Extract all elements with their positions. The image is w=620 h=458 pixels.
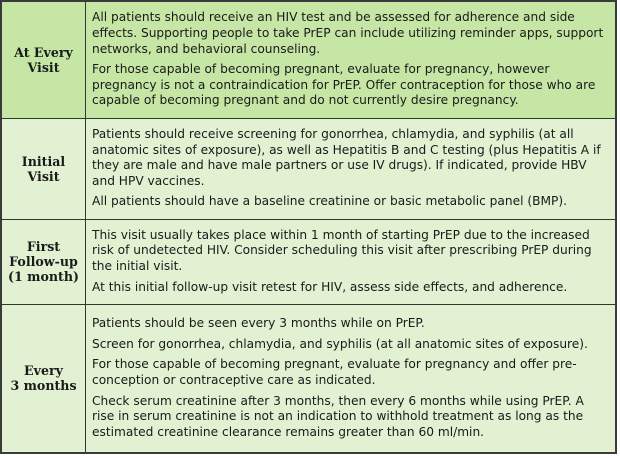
row-content-every-3-months bbox=[86, 304, 617, 453]
row-content-at-every-visit bbox=[86, 1, 617, 118]
label-line: 3 months bbox=[10, 378, 77, 394]
paragraph: This visit usually takes place within 1 month of starting PrEP due to the increased risk of undetected HIV. Consider scheduling this visit after prescribing PrEP during the initial visit. bbox=[92, 227, 592, 273]
paragraph: Screen for gonorrhea, chlamydia, and syphilis (at all anatomic sites of exposure). bbox=[92, 336, 588, 351]
row-first-follow-up bbox=[1, 219, 616, 304]
paragraph: For those capable of becoming pregnant, evaluate for pregnancy and offer pre-conception or contraceptive care as indicated. bbox=[92, 357, 577, 387]
label-line: Visit bbox=[27, 59, 60, 75]
row-content-initial-visit bbox=[86, 118, 617, 219]
row-label-initial-visit bbox=[1, 118, 86, 219]
label-line: At Every bbox=[14, 44, 73, 60]
paragraph: For those capable of becoming pregnant, evaluate for pregnancy, however pregnancy is not a contraindication for PrEP. Offer contraception for those who are capable of becoming pregnant and do not currently desire pregnancy. bbox=[92, 62, 596, 108]
label-line: Follow-up bbox=[9, 254, 78, 269]
label-line: Every bbox=[24, 363, 63, 379]
label-line: Initial bbox=[21, 153, 66, 169]
row-at-every-visit bbox=[1, 1, 616, 118]
paragraph: All patients should receive an HIV test and be assessed for adherence and side effects. Supporting people to take PrEP can include utilizing reminder apps, support networks, and behavioral counseling. bbox=[92, 10, 604, 56]
row-content-first-follow-up bbox=[86, 219, 617, 304]
paragraph: Check serum creatinine after 3 months, then every 6 months while using PrEP. A rise in serum creatinine is not an indication to withhold treatment as long as the estimated creatinine clearance remains greater than 60 ml/min. bbox=[92, 393, 584, 439]
paragraph: All patients should have a baseline creatinine or basic metabolic panel (BMP). bbox=[92, 194, 567, 209]
label-line: First bbox=[26, 239, 61, 254]
paragraph: Patients should be seen every 3 months while on PrEP. bbox=[92, 316, 425, 331]
row-label-first-follow-up bbox=[1, 219, 86, 304]
row-label-every-3-months bbox=[1, 304, 86, 453]
paragraph: Patients should receive screening for gonorrhea, chlamydia, and syphilis (at all anatomic sites of exposure), as well as Hepatitis B and C testing (plus Hepatitis A if they are male and have male partners or use IV drugs). If indicated, provide HBV and HPV vaccines. bbox=[92, 127, 601, 188]
label-line: (1 month) bbox=[8, 269, 79, 284]
label-line: Visit bbox=[27, 168, 60, 184]
row-initial-visit bbox=[1, 118, 616, 219]
row-label-at-every-visit bbox=[1, 1, 86, 118]
paragraph: At this initial follow-up visit retest for HIV, assess side effects, and adherence. bbox=[92, 279, 568, 294]
row-every-3-months bbox=[1, 304, 616, 453]
